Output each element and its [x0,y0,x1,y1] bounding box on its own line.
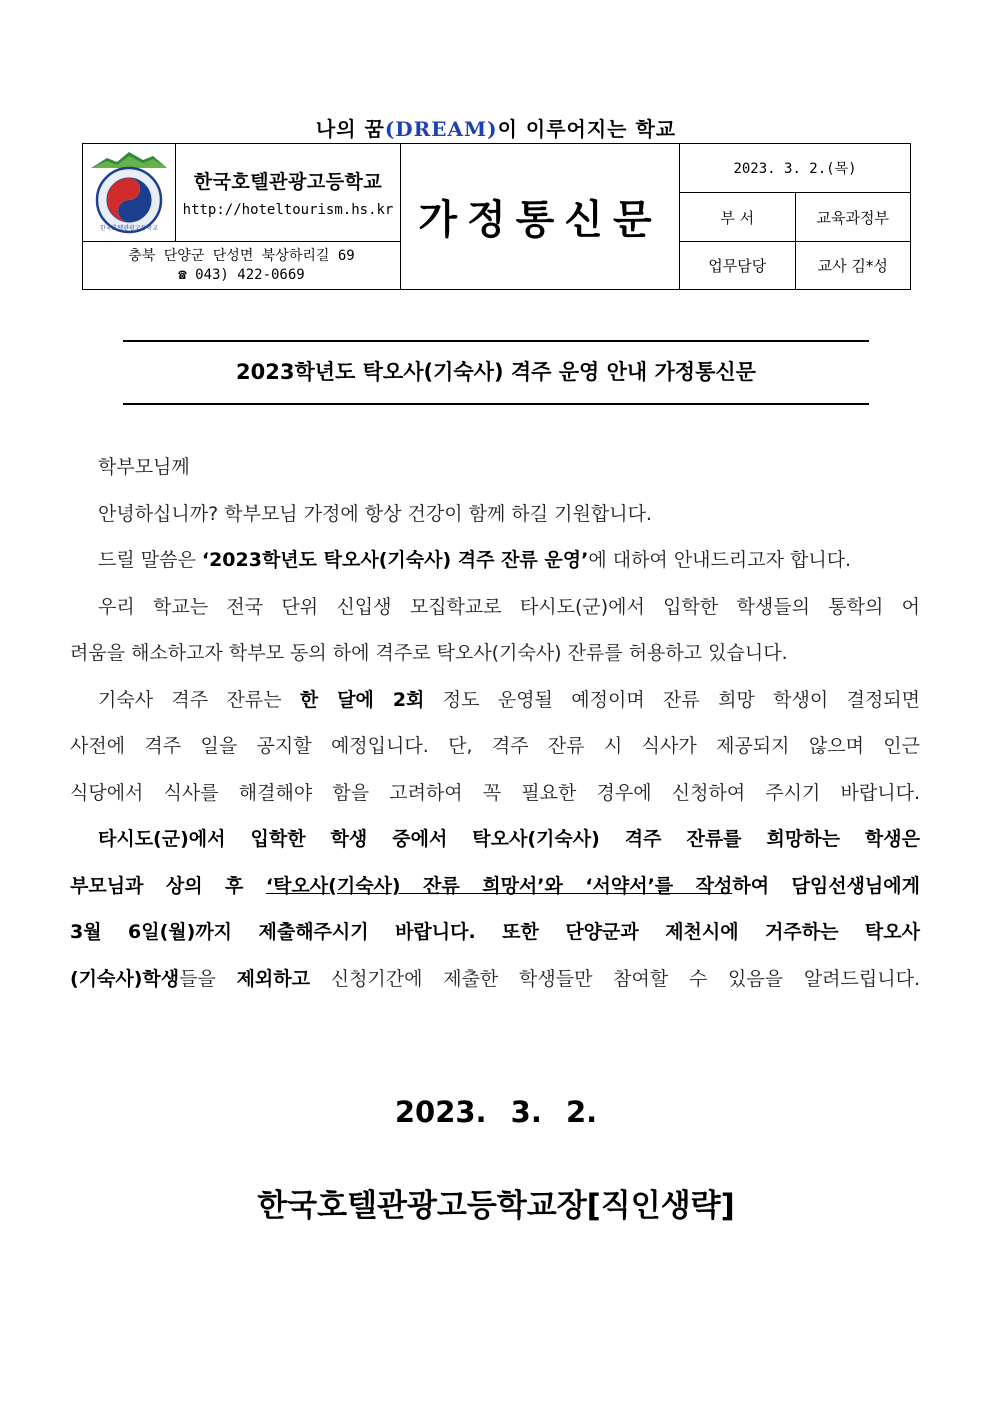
school-info-cell [176,144,401,242]
paragraph-4-line-3: 식당에서 식사를 해결해야 함을 고려하여 꼭 필요한 경우에 신청하여 주시기 바랍니다. [70,782,920,804]
document-type-title: 가정통신문 [401,144,680,290]
school-motto [0,113,992,142]
staff-label: 업무담당 [680,242,796,290]
school-address: 충북 단양군 단성면 북상하리길 69 [128,247,355,264]
department-value: 교육과정부 [795,193,911,242]
letter-header-table [82,143,911,290]
school-logo-icon [87,146,171,236]
staff-value: 교사 김*성 [795,242,911,290]
logo-ring-text: 한국호텔관광고등학교 [100,224,158,232]
title-top-rule [123,340,869,342]
principal-signature: 한국호텔관광고등학교장[직인생략] [257,1188,735,1224]
paragraph-4-line-2: 사전에 격주 일을 공지할 예정입니다. 단, 격주 잔류 시 식사가 제공되지 않으며 인근 [70,735,920,757]
paragraph-2 [70,545,920,575]
department-label: 부 서 [680,193,796,242]
paragraph-4-line-1 [70,685,920,715]
paragraph-5-line-2 [70,871,920,901]
greeting: 학부모님께 [98,456,190,478]
paragraph-5-line-3: 3월 6일(월)까지 제출해주시기 바랍니다. 또한 단양군과 제천시에 거주하는 탁오사 [70,921,920,943]
paragraph-3-line-1: 우리 학교는 전국 단위 신입생 모집학교로 타시도(군)에서 입학한 학생들의 통학의 어 [98,596,920,618]
p5-underlined: ‘탁오사(기숙사) 잔류 희망서’와 ‘서약서’를 작성 [265,875,733,897]
paragraph-3-line-2: 려움을 해소하고자 학부모 동의 하에 격주로 탁오사(기숙사) 잔류를 허용하고 있습니다. [70,642,788,664]
school-address-cell [83,242,401,290]
p2-text: 드릴 말씀은 [98,549,202,571]
p2-bold: ‘2023학년도 탁오사(기숙사) 격주 잔류 운영’ [201,549,589,571]
school-name: 한국호텔관광고등학교 [193,171,383,193]
p5-bold-1: (기숙사)학생 [70,968,180,990]
motto-before: 나의 꿈 [315,117,385,141]
issue-date: 2023. 3. 2.(목) [680,144,911,193]
p4-bold: 한 달에 2회 [299,689,425,711]
p4-text-end: 정도 운영될 예정이며 잔류 희망 학생이 결정되면 [424,689,921,711]
p5-text-mid: 들을 [179,968,237,990]
school-phone: ☎ 043) 422-0669 [178,266,305,283]
paragraph-5-line-1: 타시도(군)에서 입학한 학생 중에서 탁오사(기숙사) 격주 잔류를 희망하는 학생은 [98,828,920,850]
p2-text-end: 에 대하여 안내드리고자 합니다. [588,549,852,571]
p4-text: 기숙사 격주 잔류는 [98,689,300,711]
school-logo-cell [83,144,176,242]
title-bottom-rule [123,403,869,405]
paragraph-5-line-4 [70,964,920,994]
school-url-link[interactable]: http://hoteltourism.hs.kr [182,202,394,218]
p5-text-last: 신청기간에 제출한 학생들만 참여할 수 있음을 알려드립니다. [310,968,920,990]
closing-date: 2023. 3. 2. [394,1095,598,1129]
paragraph-1: 안녕하십니까? 학부모님 가정에 항상 건강이 함께 하길 기원합니다. [98,503,652,525]
p5-text: 부모님과 상의 후 [70,875,266,897]
p5-text-end: 하여 담임선생님에게 [732,875,920,897]
p5-bold-2: 제외하고 [236,968,310,990]
motto-after: 이 이루어지는 학교 [497,117,677,141]
motto-dream: (DREAM) [384,117,498,141]
document-title: 2023학년도 탁오사(기숙사) 격주 운영 안내 가정통신문 [236,360,756,384]
